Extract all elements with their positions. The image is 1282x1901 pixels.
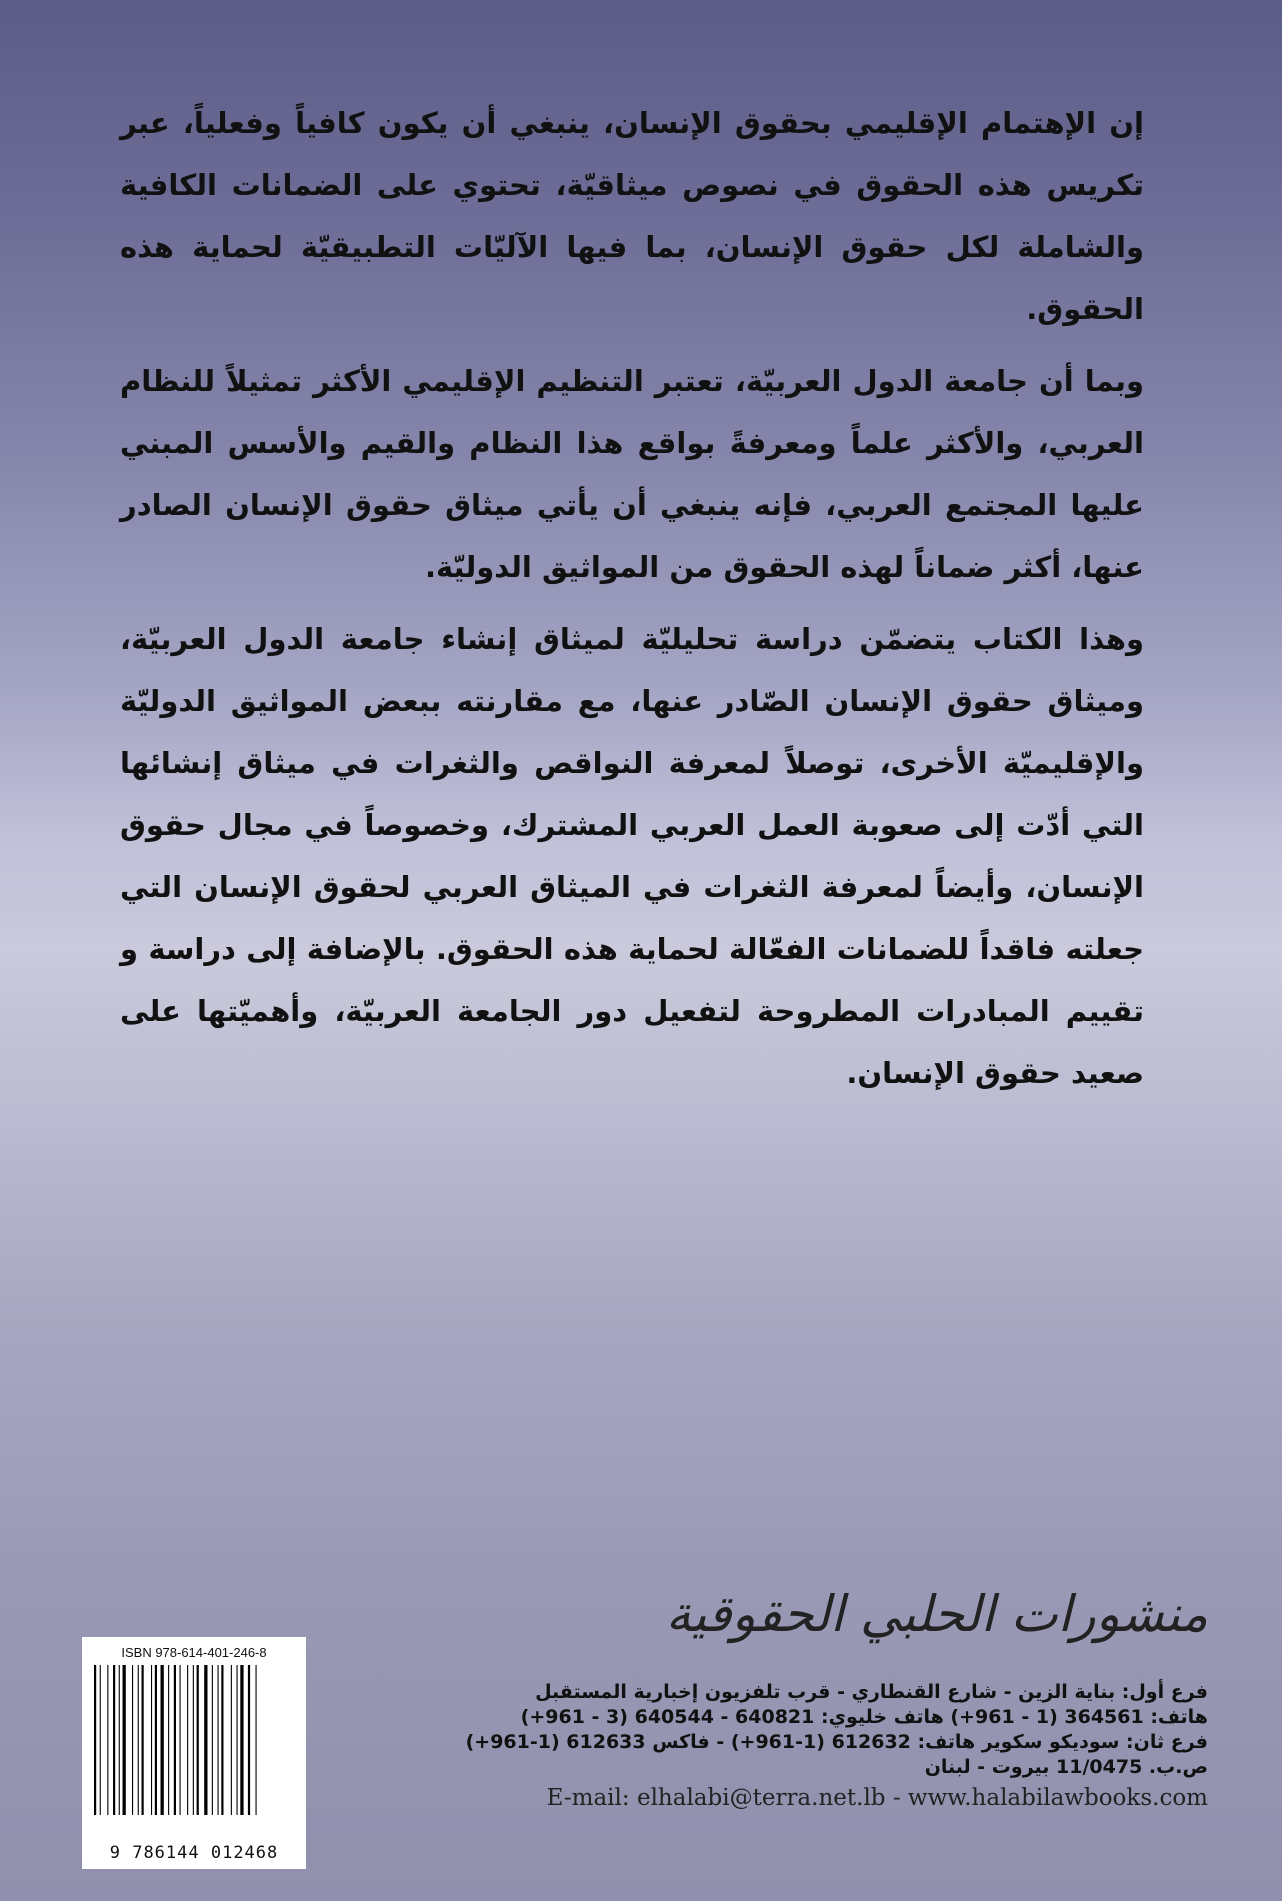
isbn-label: ISBN 978-614-401-246-8 bbox=[121, 1645, 267, 1660]
contact-line-1: فرع أول: بناية الزين - شارع القنطاري - قرب تلفزيون إخبارية المستقبل bbox=[535, 1681, 1208, 1703]
paragraph-3: وهذا الكتاب يتضمّن دراسة تحليليّة لميثاق إنشاء جامعة الدول العربيّة، وميثاق حقوق الإنسان الصّادر عنها، مع مقارنته ببعض المواثيق الدوليّة والإقليميّة الأخرى، توصلاً لمعرفة النواقص والثغرات في ميثاق إنشائها التي أدّت إلى صعوبة العمل العربي المشترك، وخصوصاً في مجال حقوق الإنسان، وأيضاً لمعرفة الثغرات في الميثاق العربي لحقوق الإنسان التي جعلته فاقداً للضمانات الفعّالة لحماية هذه الحقوق. بالإضافة إلى دراسة و تقييم المبادرات المطروحة لتفعيل دور الجامعة العربيّة، وأهميّتها على صعيد حقوق الإنسان. bbox=[120, 622, 1144, 1090]
paragraph-2: وبما أن جامعة الدول العربيّة، تعتبر التنظيم الإقليمي الأكثر تمثيلاً للنظام العربي، والأكثر علماً ومعرفةً بواقع هذا النظام والقيم والأسس المبني عليها المجتمع العربي، فإنه ينبغي أن يأتي ميثاق حقوق الإنسان الصادر عنها، أكثر ضماناً لهذه الحقوق من المواثيق الدوليّة. bbox=[120, 364, 1144, 584]
barcode-digits: 9 786144 012468 bbox=[109, 1843, 279, 1863]
contact-line-4: ص.ب. 11/0475 بيروت - لبنان bbox=[924, 1756, 1208, 1778]
publisher-contact bbox=[448, 1680, 1208, 1811]
isbn-barcode-block bbox=[82, 1637, 306, 1869]
description-text bbox=[120, 92, 1144, 1114]
contact-email: E-mail: elhalabi@terra.net.lb - www.halabilawbooks.com bbox=[546, 1785, 1208, 1811]
contact-line-3: فرع ثان: سوديكو سكوير هاتف: 612632 (1-961+) - فاكس 612633 (1-961+) bbox=[465, 1731, 1208, 1753]
publisher-logo: منشورات الحلبي الحقوقية bbox=[665, 1585, 1208, 1643]
barcode-icon bbox=[94, 1665, 294, 1837]
paragraph-1: إن الإهتمام الإقليمي بحقوق الإنسان، ينبغي أن يكون كافياً وفعلياً، عبر تكريس هذه الحقوق في نصوص ميثاقيّة، تحتوي على الضمانات الكافية والشاملة لكل حقوق الإنسان، بما فيها الآليّات التطبيقيّة لحماية هذه الحقوق. bbox=[120, 106, 1144, 326]
contact-line-2: هاتف: 364561 (1 - 961+) هاتف خليوي: 640821 - 640544 (3 - 961+) bbox=[520, 1706, 1208, 1728]
